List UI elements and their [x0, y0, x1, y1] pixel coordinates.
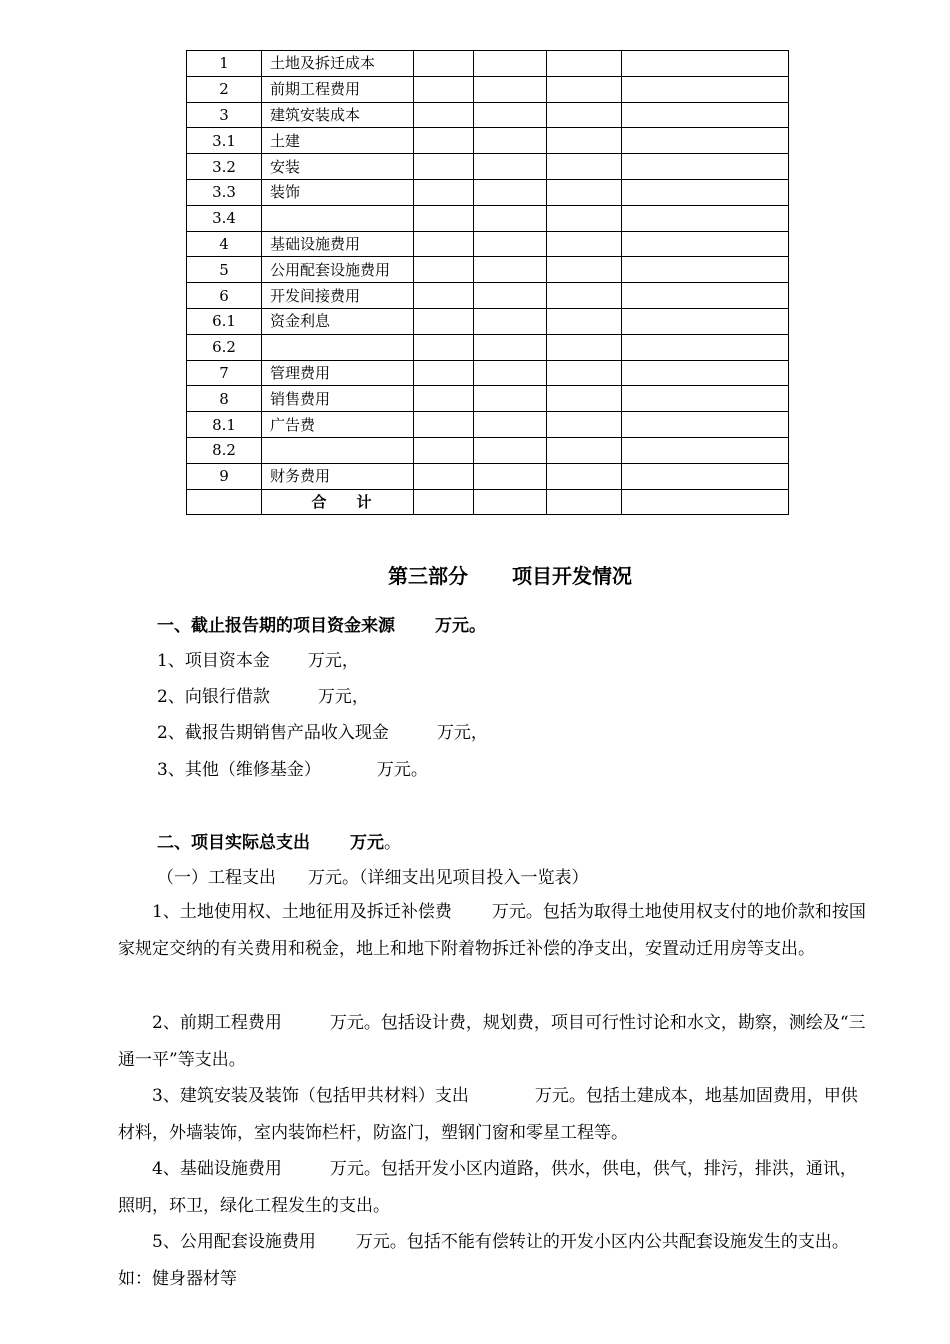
- row-item-name: [262, 437, 414, 463]
- row-cell: [414, 51, 474, 77]
- table-row: [187, 154, 789, 180]
- row-item-name: 公用配套设施费用: [262, 257, 414, 283]
- table-row: [187, 128, 789, 154]
- row-item-name: 土地及拆迁成本: [262, 51, 414, 77]
- row-cell: [414, 102, 474, 128]
- row-cell: [414, 283, 474, 309]
- table-row: [187, 437, 789, 463]
- row-cell: [622, 154, 789, 180]
- row-cell: [474, 463, 547, 489]
- row-cell: [547, 386, 622, 412]
- table-row: [187, 51, 789, 77]
- sec2-para-3: 3、建筑安装及装饰（包括甲共材料）支出 万元。包括土建成本，地基加固费用，甲供材料，外墙装饰，室内装饰栏杆，防盗门，塑钢门窗和零星工程等。: [118, 1086, 858, 1143]
- sec1-item-2: 2、向银行借款 万元，: [157, 687, 369, 707]
- row-cell: [474, 437, 547, 463]
- sec2-para-5: 5、公用配套设施费用 万元。包括不能有偿转让的开发小区内公共配套设施发生的支出。如：健身器材等: [118, 1232, 849, 1289]
- row-cell: [622, 308, 789, 334]
- row-number: 8.2: [187, 437, 262, 463]
- sec1-item-4: 3、其他（维修基金） 万元。: [157, 760, 428, 780]
- sec2-para-4: 4、基础设施费用 万元。包括开发小区内道路，供水，供电，供气，排污，排洪，通讯，照明，环卫，绿化工程发生的支出。: [118, 1159, 857, 1216]
- table-total-row: [187, 489, 789, 515]
- row-number: 6.1: [187, 308, 262, 334]
- row-cell: [414, 231, 474, 257]
- table-row: [187, 179, 789, 205]
- row-cell: [414, 412, 474, 438]
- table-row: [187, 283, 789, 309]
- row-number: 6: [187, 283, 262, 309]
- row-item-name: 基础设施费用: [262, 231, 414, 257]
- row-cell: [547, 463, 622, 489]
- table-row: [187, 360, 789, 386]
- row-cell: [547, 360, 622, 386]
- row-cell: [622, 283, 789, 309]
- row-cell: [547, 102, 622, 128]
- row-cell: [622, 205, 789, 231]
- row-cell: [547, 412, 622, 438]
- row-cell: [547, 205, 622, 231]
- row-cell: [414, 128, 474, 154]
- row-item-name: 广告费: [262, 412, 414, 438]
- row-number: 3.3: [187, 179, 262, 205]
- row-item-name: 销售费用: [262, 386, 414, 412]
- row-cell: [474, 231, 547, 257]
- row-number: 7: [187, 360, 262, 386]
- row-item-name: 前期工程费用: [262, 76, 414, 102]
- row-number: 4: [187, 231, 262, 257]
- row-cell: [474, 51, 547, 77]
- row-number: 1: [187, 51, 262, 77]
- row-cell: [474, 76, 547, 102]
- table-row: [187, 76, 789, 102]
- row-cell: [474, 154, 547, 180]
- row-number: 3: [187, 102, 262, 128]
- row-number: 5: [187, 257, 262, 283]
- row-item-name: 开发间接费用: [262, 283, 414, 309]
- row-cell: [622, 412, 789, 438]
- row-cell: [547, 76, 622, 102]
- row-cell: [414, 76, 474, 102]
- row-item-name: [262, 334, 414, 360]
- row-item-name: 建筑安装成本: [262, 102, 414, 128]
- table-row: [187, 102, 789, 128]
- part3-title: 第三部分 项目开发情况: [388, 564, 632, 588]
- row-cell: [414, 437, 474, 463]
- row-number: 2: [187, 76, 262, 102]
- row-cell: [547, 179, 622, 205]
- row-cell: [547, 257, 622, 283]
- sec2-para-2: 2、前期工程费用 万元。包括设计费，规划费，项目可行性讨论和水文，勘察，测绘及“三通一平”等支出。: [118, 1013, 866, 1070]
- row-cell: [622, 437, 789, 463]
- row-cell: [474, 308, 547, 334]
- row-cell: [622, 386, 789, 412]
- row-number: 3.2: [187, 154, 262, 180]
- row-cell: [622, 76, 789, 102]
- row-cell: [414, 257, 474, 283]
- row-number: 3.1: [187, 128, 262, 154]
- row-item-name: 财务费用: [262, 463, 414, 489]
- row-cell: [474, 179, 547, 205]
- table-row: [187, 334, 789, 360]
- sec2-sub1: （一）工程支出 万元。（详细支出见项目投入一览表）: [157, 868, 589, 888]
- project-cost-table: [186, 50, 789, 515]
- row-number: 8.1: [187, 412, 262, 438]
- row-cell: [414, 308, 474, 334]
- row-cell: [474, 334, 547, 360]
- row-item-name: 资金利息: [262, 308, 414, 334]
- row-cell: [474, 283, 547, 309]
- row-cell: [622, 51, 789, 77]
- row-cell: [622, 231, 789, 257]
- row-item-name: 土建: [262, 128, 414, 154]
- row-cell: [547, 154, 622, 180]
- row-cell: [547, 283, 622, 309]
- row-number: 6.2: [187, 334, 262, 360]
- sec1-heading: 一、截止报告期的项目资金来源 万元。: [157, 616, 486, 636]
- row-cell: [474, 205, 547, 231]
- row-cell: [474, 257, 547, 283]
- row-cell: [622, 257, 789, 283]
- sec2-para-1: 1、土地使用权、土地征用及拆迁补偿费 万元。包括为取得土地使用权支付的地价款和按国家规定交纳的有关费用和税金，地上和地下附着物拆迁补偿的净支出，安置动迁用房等支出。: [118, 902, 866, 959]
- table-row: [187, 412, 789, 438]
- total-label: 合 计: [262, 489, 414, 515]
- row-cell: [474, 128, 547, 154]
- row-item-name: 管理费用: [262, 360, 414, 386]
- table-row: [187, 386, 789, 412]
- sec1-item-1: 1、项目资本金 万元，: [157, 651, 359, 671]
- row-number: 8: [187, 386, 262, 412]
- row-cell: [622, 102, 789, 128]
- table-row: [187, 463, 789, 489]
- row-cell: [414, 360, 474, 386]
- row-cell: [622, 360, 789, 386]
- row-cell: [622, 463, 789, 489]
- sec1-item-3: 2、截报告期销售产品收入现金 万元，: [157, 723, 488, 743]
- table-row: [187, 205, 789, 231]
- row-item-name: 装饰: [262, 179, 414, 205]
- row-number: 9: [187, 463, 262, 489]
- row-cell: [622, 128, 789, 154]
- row-cell: [474, 360, 547, 386]
- table-row: [187, 257, 789, 283]
- row-cell: [414, 205, 474, 231]
- row-cell: [474, 412, 547, 438]
- row-cell: [474, 386, 547, 412]
- table-row: [187, 231, 789, 257]
- row-cell: [414, 179, 474, 205]
- row-number: 3.4: [187, 205, 262, 231]
- row-cell: [414, 334, 474, 360]
- row-cell: [414, 154, 474, 180]
- row-cell: [414, 386, 474, 412]
- row-cell: [547, 128, 622, 154]
- table-row: [187, 308, 789, 334]
- sec2-heading: 二、项目实际总支出 万元。: [157, 833, 401, 853]
- row-cell: [547, 231, 622, 257]
- row-item-name: [262, 205, 414, 231]
- row-cell: [622, 334, 789, 360]
- row-cell: [547, 334, 622, 360]
- row-item-name: 安装: [262, 154, 414, 180]
- row-cell: [547, 437, 622, 463]
- row-cell: [622, 179, 789, 205]
- row-cell: [547, 308, 622, 334]
- row-cell: [414, 463, 474, 489]
- row-cell: [474, 102, 547, 128]
- row-cell: [547, 51, 622, 77]
